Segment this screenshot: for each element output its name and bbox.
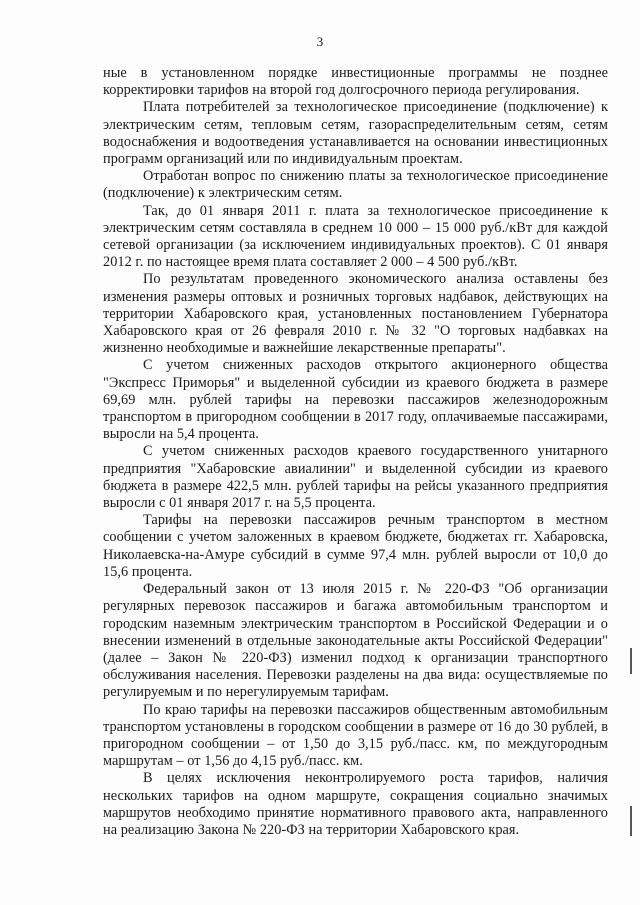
scan-margin-mark [630,806,632,836]
paragraph-railway-tariffs: С учетом сниженных расходов открытого акционерного общества "Экспресс Приморья" и выделенной субсидии из краевого бюджета в размере 69,69 млн. рублей тарифы на перевозки пассажиров железнодорожным транспортом в пригородном сообщении в 2017 году, оплачиваемые пассажирами, выросли на 5,4 процента. [103,357,608,443]
paragraph-conclusion: В целях исключения неконтролируемого роста тарифов, наличия нескольких тарифов на одном маршруте, сокращения социально значимых маршрутов необходимо принятие нормативного правового акта, направленного на реализацию Закона № 220-ФЗ на территории Хабаровского края. [103,770,608,838]
paragraph-connection-fee: Плата потребителей за технологическое присоединение (подключение) к электрическим сетям, тепловым сетям, газораспределительным сетям, сетям водоснабжения и водоотведения устанавливается на основании инвестиционных программ организаций или по индивидуальным проектам. [103,99,608,168]
paragraph-airline-tariffs: С учетом сниженных расходов краевого государственного унитарного предприятия "Хабаровские авиалинии" и выделенной субсидии из краевого бюджета в размере 422,5 млн. рублей тарифы на рейсы указанного предприятия выросли с 01 января 2017 г. на 5,5 процента. [103,443,608,512]
paragraph-river-tariffs: Тарифы на перевозки пассажиров речным транспортом в местном сообщении с учетом заложенных в краевом бюджете, бюджетах гг. Хабаровска, Николаевска-на-Амуре субсидий в сумме 97,4 млн. рублей выросли от 10,0 до 15,6 процента. [103,512,608,580]
document-body [103,65,608,839]
paragraph-continuation: ные в установленном порядке инвестиционные программы не позднее корректировки тарифов на второй год долгосрочного периода регулирования. [103,65,608,99]
page-number: 3 [316,34,324,49]
paragraph-fee-history: Так, до 01 января 2011 г. плата за технологическое присоединение к электрическим сетям составляла в среднем 10 000 – 15 000 руб./кВт для каждой сетевой организации (за исключением индивидуальных проектов). С 01 января 2012 г. по настоящее время плата составляет 2 000 – 4 500 руб./кВт. [103,202,608,271]
scan-margin-mark [630,648,632,674]
paragraph-fee-reduction: Отработан вопрос по снижению платы за технологическое присоединение (подключение) к электрическим сетям. [103,168,608,202]
paragraph-bus-tariffs: По краю тарифы на перевозки пассажиров общественным автомобильным транспортом установлены в городском сообщении в размере от 16 до 30 рублей, в пригородном сообщении – от 1,50 до 3,15 руб./пасс. км, по междугородным маршрутам – от 1,56 до 4,15 руб./пасс. км. [103,701,608,770]
paragraph-federal-law: Федеральный закон от 13 июля 2015 г. № 220-ФЗ "Об организации регулярных перевозок пассажиров и багажа автомобильным транспортом и городским наземным электрическим транспортом в Российской Федерации и о внесении изменений в отдельные законодательные акты Российской Федерации" (далее – Закон № 220-ФЗ) изменил подход к организации транспортного обслуживания населения. Перевозки разделены на два вида: осуществляемые по регулируемым и по нерегулируемым тарифам. [103,581,608,701]
paragraph-trade-markups: По результатам проведенного экономического анализа оставлены без изменения размеры оптовых и розничных торговых надбавок, действующих на территории Хабаровского края, установленных постановлением Губернатора Хабаровского края от 26 февраля 2010 г. № 32 "О торговых надбавках на жизненно необходимые и важнейшие лекарственные препараты". [103,271,608,357]
